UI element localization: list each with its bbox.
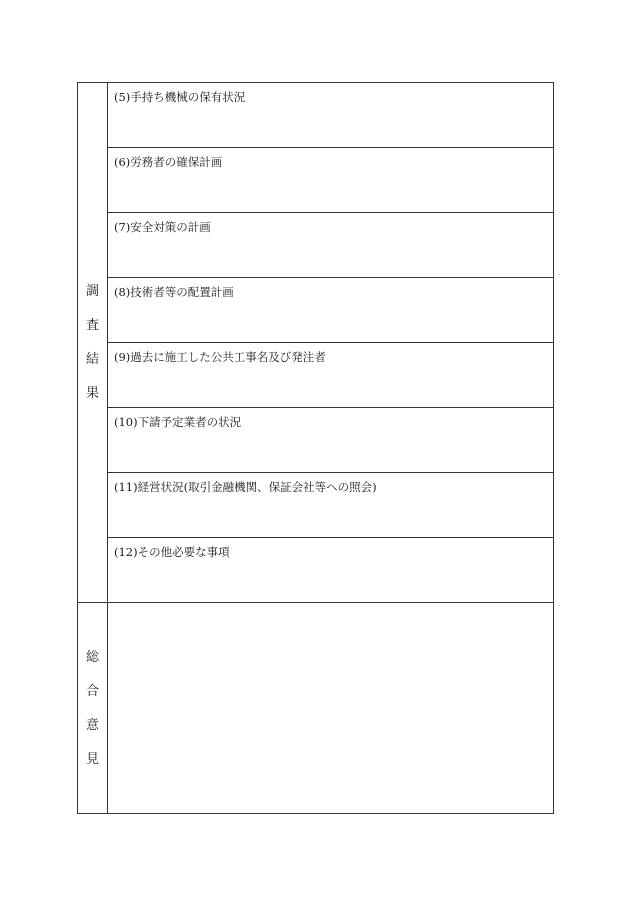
item-past-works-label: (9)過去に施工した公共工事名及び発注者 [114, 350, 326, 364]
item-safety-cell[interactable] [108, 213, 554, 278]
item-management-label: (11)経営状況(取引金融機関、保証会社等への照会) [114, 480, 377, 494]
item-engineers-cell[interactable] [108, 278, 554, 343]
survey-results-side-label [78, 285, 107, 400]
side-char: 合 [85, 683, 99, 699]
overall-opinion-cell[interactable] [108, 603, 554, 814]
item-subcontractors-label: (10)下請予定業者の状況 [114, 415, 242, 429]
side-char: 見 [85, 751, 99, 767]
side-char: 意 [85, 717, 99, 733]
item-other-label: (12)その他必要な事項 [114, 545, 230, 559]
item-labor-label: (6)労務者の確保計画 [114, 155, 223, 169]
survey-form-table [77, 82, 554, 814]
item-other-cell[interactable] [108, 538, 554, 603]
item-labor-cell[interactable] [108, 148, 554, 213]
item-machinery-label: (5)手持ち機械の保有状況 [114, 90, 246, 104]
item-safety-label: (7)安全対策の計画 [114, 220, 211, 234]
side-char: 果 [85, 386, 99, 401]
side-char: 結 [85, 352, 99, 367]
side-char: 査 [85, 318, 99, 333]
survey-results-side-cell [78, 83, 108, 603]
side-char: 調 [85, 284, 99, 299]
side-char: 総 [85, 649, 99, 665]
item-subcontractors-cell[interactable] [108, 408, 554, 473]
item-machinery-cell[interactable] [108, 83, 554, 148]
item-engineers-label: (8)技術者等の配置計画 [114, 285, 234, 299]
overall-opinion-side-cell [78, 603, 108, 814]
item-management-cell[interactable] [108, 473, 554, 538]
item-past-works-cell[interactable] [108, 343, 554, 408]
overall-opinion-side-label [78, 651, 107, 766]
